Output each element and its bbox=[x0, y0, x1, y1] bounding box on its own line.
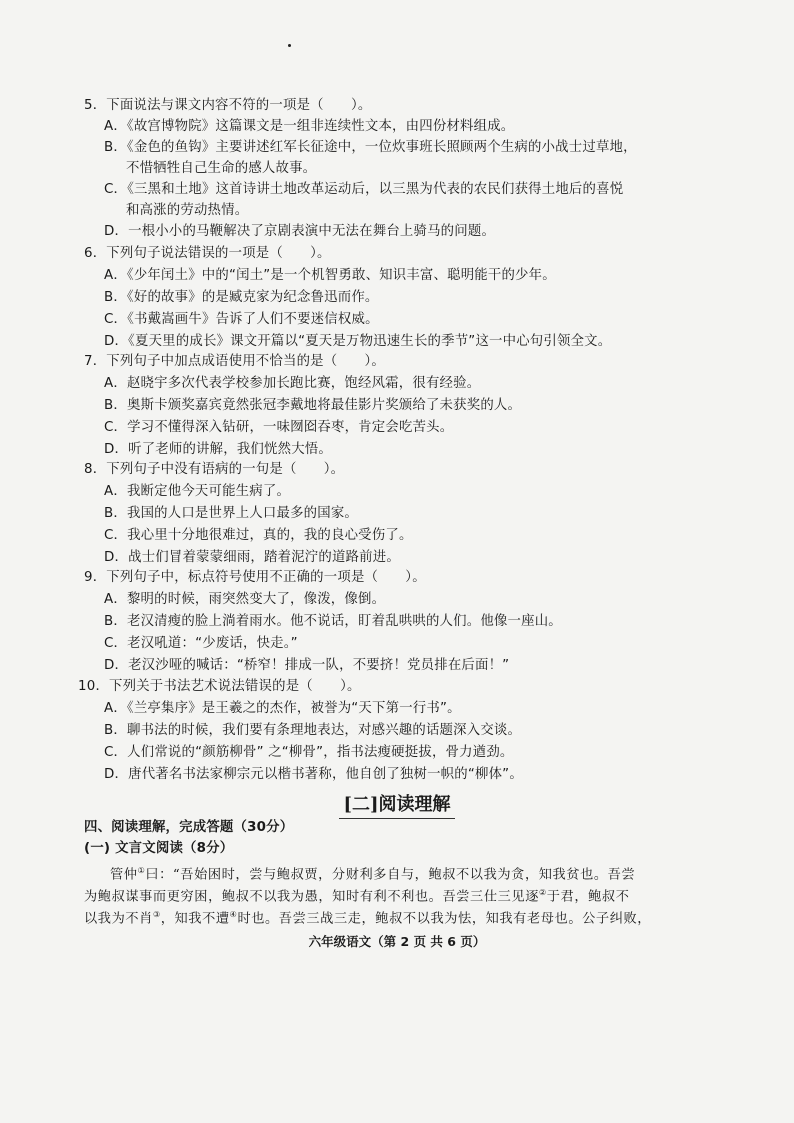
footnote-marker-1: ① bbox=[137, 866, 146, 875]
passage-line-2-b: 于君，鲍叔不 bbox=[546, 889, 630, 905]
question-10-option-b: B．聊书法的时候，我们要有条理地表达，对感兴趣的话题深入交谈。 bbox=[104, 723, 522, 738]
passage-line-1-b: 曰：“吾始困时，尝与鲍叔贾，分财利多自与，鲍叔不以我为贪，知我贫也。吾尝 bbox=[145, 867, 636, 883]
question-9-stem: 9．下列句子中，标点符号使用不正确的一项是（ ）。 bbox=[84, 570, 426, 585]
question-10-option-a: A．《兰亭集序》是王羲之的杰作，被誉为“天下第一行书”。 bbox=[104, 701, 461, 716]
question-6-option-d: D．《夏天里的成长》课文开篇以“夏天是万物迅速生长的季节”这一中心句引领全文。 bbox=[104, 334, 612, 349]
question-8-option-b: B．我国的人口是世界上人口最多的国家。 bbox=[104, 506, 359, 521]
footnote-marker-3: ③ bbox=[152, 910, 161, 919]
question-6-option-b: B．《好的故事》的是臧克家为纪念鲁迅而作。 bbox=[104, 290, 379, 305]
question-10-option-c: C．人们常说的“颜筋柳骨” 之“柳骨”，指书法瘦硬挺拔，骨力遒劲。 bbox=[104, 745, 514, 760]
question-10-option-d: D．唐代著名书法家柳宗元以楷书著称，他自创了独树一帜的“柳体”。 bbox=[104, 767, 523, 782]
question-5-option-d: D．一根小小的马鞭解决了京剧表演中无法在舞台上骑马的问题。 bbox=[104, 224, 496, 239]
question-10-stem: 10．下列关于书法艺术说法错误的是（ ）。 bbox=[78, 679, 361, 694]
passage-line-3-a: 以我为不肖 bbox=[84, 911, 153, 927]
question-9-option-d: D．老汉沙哑的喊话：“桥窄！排成一队，不要挤！党员排在后面！” bbox=[104, 658, 510, 673]
passage-line-2 bbox=[84, 883, 630, 907]
question-5-option-a: A．《故宫博物院》这篇课文是一组非连续性文本，由四份材料组成。 bbox=[104, 119, 515, 134]
footnote-marker-2: ② bbox=[538, 888, 547, 897]
passage-line-3-c: 时也。吾尝三战三走，鲍叔不以我为怯，知我有老母也。公子纠败， bbox=[237, 911, 652, 927]
footnote-marker-4: ④ bbox=[229, 910, 238, 919]
question-7-stem: 7．下列句子中加点成语使用不恰当的是（ ）。 bbox=[84, 354, 386, 369]
page-footer: 六年级语文（第 2 页 共 6 页） bbox=[308, 934, 486, 949]
question-5-option-c-cont: 和高涨的劳动热情。 bbox=[126, 203, 249, 218]
question-8-option-d: D．战士们冒着蒙蒙细雨，踏着泥泞的道路前进。 bbox=[104, 550, 400, 565]
section-title-text: [二]阅读理解 bbox=[339, 790, 454, 819]
question-7-option-b: B．奥斯卡颁奖嘉宾竟然张冠李戴地将最佳影片奖颁给了未获奖的人。 bbox=[104, 398, 522, 413]
question-6-option-c: C．《书戴嵩画牛》告诉了人们不要迷信权威。 bbox=[104, 312, 379, 327]
passage-line-3-b: ，知我不遭 bbox=[160, 911, 230, 927]
question-7-option-a: A．赵晓宇多次代表学校参加长跑比赛，饱经风霜，很有经验。 bbox=[104, 376, 481, 391]
question-6-option-a: A．《少年闰土》中的“闰土”是一个机智勇敢、知识丰富、聪明能干的少年。 bbox=[104, 268, 556, 283]
classical-subheading: (一) 文言文阅读（8分） bbox=[84, 841, 234, 856]
question-5-option-b: B．《金色的鱼钩》主要讲述红军长征途中，一位炊事班长照顾两个生病的小战士过草地， bbox=[104, 140, 637, 155]
passage-line-3 bbox=[84, 905, 651, 929]
question-8-option-a: A．我断定他今天可能生病了。 bbox=[104, 484, 291, 499]
question-6-stem: 6．下列句子说法错误的一项是（ ）。 bbox=[84, 246, 331, 261]
question-5-stem: 5．下面说法与课文内容不符的一项是（ ）。 bbox=[84, 98, 372, 113]
question-5-option-b-cont: 不惜牺牲自己生命的感人故事。 bbox=[126, 161, 317, 176]
question-7-option-d: D．听了老师的讲解，我们恍然大悟。 bbox=[104, 442, 332, 457]
passage-line-2-a: 为鲍叔谋事而更穷困，鲍叔不以我为愚，知时有利不利也。吾尝三仕三见逐 bbox=[84, 889, 539, 905]
question-8-stem: 8．下列句子中没有语病的一句是（ ）。 bbox=[84, 462, 345, 477]
reading-heading: 四、阅读理解，完成答题（30分） bbox=[84, 820, 294, 835]
question-8-option-c: C．我心里十分地很难过，真的，我的良心受伤了。 bbox=[104, 528, 413, 543]
question-9-option-b: B．老汉清瘦的脸上淌着雨水。他不说话，盯着乱哄哄的人们。他像一座山。 bbox=[104, 614, 562, 629]
question-7-option-c: C．学习不懂得深入钻研，一味囫囵吞枣，肯定会吃苦头。 bbox=[104, 420, 454, 435]
section-title bbox=[0, 790, 794, 819]
scan-dot bbox=[288, 44, 291, 47]
question-9-option-c: C．老汉吼道：“少废话，快走。” bbox=[104, 636, 298, 651]
question-9-option-a: A．黎明的时候，雨突然变大了，像泼，像倒。 bbox=[104, 592, 386, 607]
passage-line-1-a: 管仲 bbox=[110, 867, 138, 883]
question-5-option-c: C．《三黑和土地》这首诗讲土地改革运动后，以三黑为代表的农民们获得土地后的喜悦 bbox=[104, 182, 624, 197]
passage-line-1 bbox=[110, 861, 635, 885]
